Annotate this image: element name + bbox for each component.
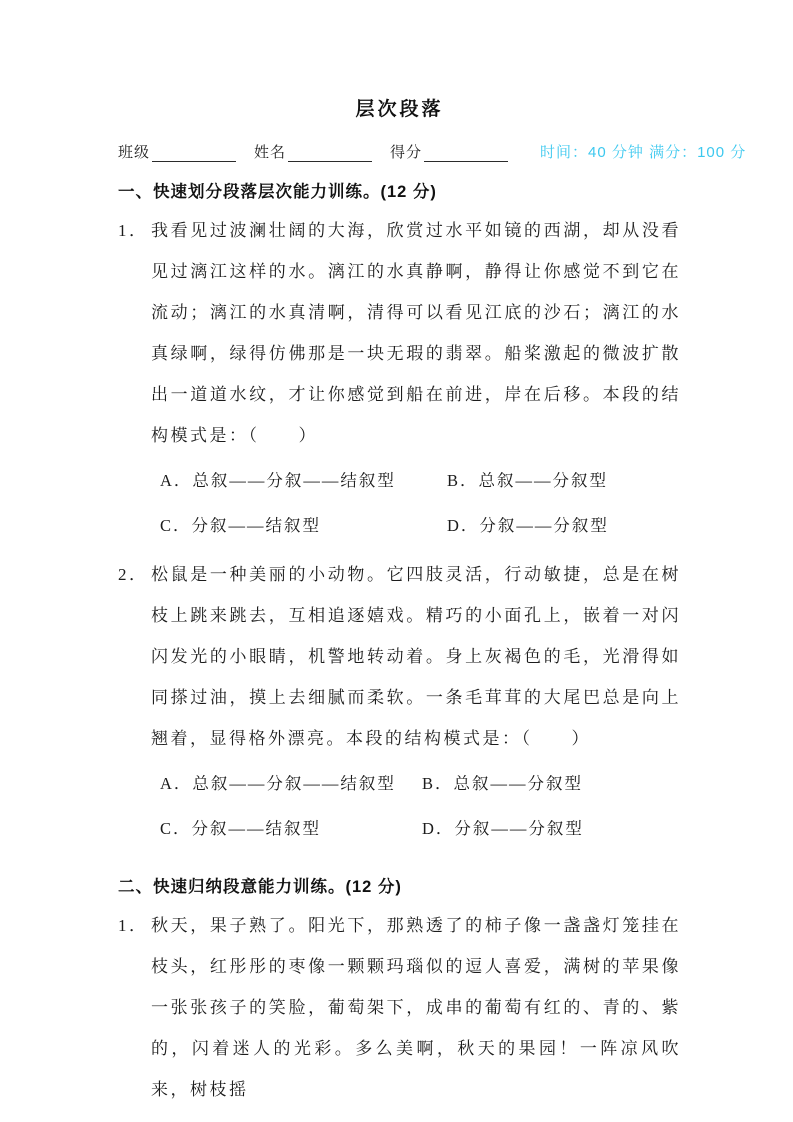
option-d: D．分叙——分叙型: [422, 819, 584, 838]
name-label: 姓名: [254, 145, 287, 161]
meta-row: [118, 141, 747, 162]
question-text: 松鼠是一种美丽的小动物。它四肢灵活，行动敏捷，总是在树枝上跳来跳去，互相追逐嬉戏。精巧的小面孔上，嵌着一对闪闪发光的小眼睛，机警地转动着。身上灰褐色的毛，光滑得如同搽过油，摸上去细腻而柔软。一条毛茸茸的大尾巴总是向上翘着，显得格外漂亮。本段的结构模式是：（ ）: [151, 565, 681, 748]
name-blank: [288, 146, 372, 162]
option-a: A．总叙——分叙——结叙型: [160, 774, 396, 793]
question-number: 2．: [118, 565, 149, 584]
option-b: B．总叙——分叙型: [447, 471, 609, 490]
option-d: D．分叙——分叙型: [447, 516, 609, 535]
option-b: B．总叙——分叙型: [422, 774, 584, 793]
section2-heading: 二、快速归纳段意能力训练。(12 分): [118, 878, 402, 896]
class-blank: [152, 146, 236, 162]
score-label: 得分: [390, 145, 423, 161]
question-number: 1．: [118, 916, 149, 935]
name-field: [254, 141, 372, 162]
section1-question1-options: [160, 458, 681, 548]
section1-question1: [118, 210, 681, 456]
score-field: [390, 141, 508, 162]
section1-heading: 一、快速划分段落层次能力训练。(12 分): [118, 183, 437, 201]
section2-question1: [118, 905, 681, 1110]
class-field: [118, 141, 236, 162]
option-c: C．分叙——结叙型: [160, 516, 322, 535]
question-text: 我看见过波澜壮阔的大海，欣赏过水平如镜的西湖，却从没看见过漓江这样的水。漓江的水真静啊，静得让你感觉不到它在流动；漓江的水真清啊，清得可以看见江底的沙石；漓江的水真绿啊，绿得仿佛那是一块无瑕的翡翠。船桨激起的微波扩散出一道道水纹，才让你感觉到船在前进，岸在后移。本段的结构模式是：（ ）: [151, 221, 681, 445]
score-blank: [424, 146, 508, 162]
question-text: 秋天，果子熟了。阳光下，那熟透了的柿子像一盏盏灯笼挂在枝头，红彤彤的枣像一颗颗玛瑙似的逗人喜爱，满树的苹果像一张张孩子的笑脸，葡萄架下，成串的葡萄有红的、青的、紫的，闪着迷人的光彩。多么美啊，秋天的果园！一阵凉风吹来，树枝摇: [151, 916, 681, 1099]
class-label: 班级: [118, 145, 151, 161]
section1-question2-options: [160, 761, 681, 851]
page-title: 层次段落: [355, 99, 444, 120]
option-c: C．分叙——结叙型: [160, 819, 322, 838]
question-number: 1．: [118, 221, 149, 240]
section1-question2: [118, 554, 681, 759]
time-score-text: 时间：40 分钟 满分：100 分: [540, 144, 747, 161]
option-a: A．总叙——分叙——结叙型: [160, 471, 396, 490]
